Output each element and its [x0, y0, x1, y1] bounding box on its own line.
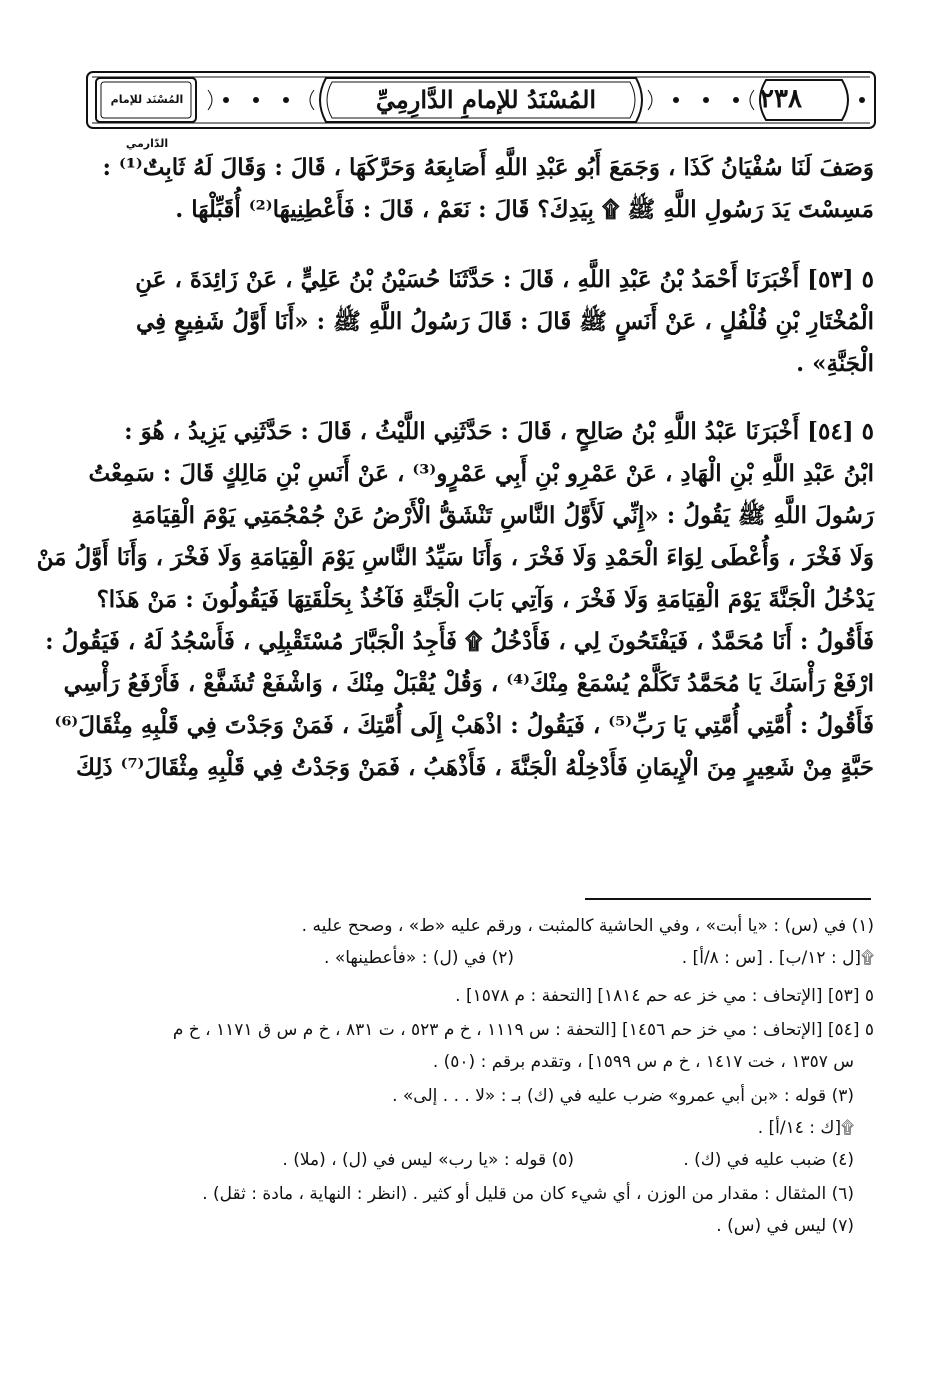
footnote-row	[84, 942, 874, 974]
text-line: فَأَقُولُ : أَنَا مُحَمَّدٌ ، فَيَفْتَحُونَ لِي ، فَأَدْخُلُ ۩ فَأَجِدُ الْجَبَّارَ مُسْتَقْبِلِي ، فَأَسْجُدُ لَهُ ، فَيَقُولُ :	[45, 628, 874, 655]
footnote-3: (٣) قوله : «بن أبي عمرو» ضرب عليه في (ك) بـ : «لا . . . إلى» .	[392, 1086, 854, 1106]
book-emblem: المُسْنَد للإمام الدّارمي	[110, 93, 184, 150]
page-header	[86, 70, 876, 150]
text-line: حَبَّةٍ مِنْ شَعِيرٍ مِنَ الْإِيمَانِ فَأَدْخِلْهُ الْجَنَّةَ ، فَأَذْهَبُ ، فَمَنْ وَجَدْتُ فِي قَلْبِهِ مِثْقَالَ⁽⁷⁾ ذَلِكَ	[75, 754, 874, 781]
running-title: المُسْنَدُ للإمامِ الدَّارِمِيِّ	[375, 85, 597, 114]
footnote-54: ٥ [٥٤] [الإتحاف : مي خز حم ١٤٥٦] [التحفة : س ١١١٩ ، خ م ٥٢٣ ، ت ٨٣١ ، خ م س ق ١١٧١ ، خ م	[172, 1020, 874, 1040]
text-line: يَدْخُلُ الْجَنَّةَ يَوْمَ الْقِيَامَةِ وَلَا فَخْرَ ، وَآتِي بَابَ الْجَنَّةِ فَآخُذُ بِحَلْقَتِهَا فَيَقُولُونَ : مَنْ هَذَا؟	[96, 586, 874, 613]
footnote-5: (٥) قوله : «يا رب» ليس في (ل) ، (ملا) .	[282, 1150, 574, 1170]
footnote-4: (٤) ضبب عليه في (ك) .	[683, 1150, 854, 1170]
text-line: ابْنُ عَبْدِ اللَّهِ بْنِ الْهَادِ ، عَنْ عَمْرِو بْنِ أَبِي عَمْرٍو⁽³⁾ ، عَنْ أَنَسِ بْنِ مَالِكٍ قَالَ : سَمِعْتُ	[88, 460, 874, 487]
hadith-54-line: ٥ [٥٤] أَخْبَرَنَا عَبْدُ اللَّهِ بْنُ صَالِحٍ ، قَالَ : حَدَّثَنِي اللَّيْثُ ، قَالَ : حَدَّثَنِي يَزِيدُ ، هُوَ :	[124, 418, 874, 445]
text-line: وَصَفَ لَنَا سُفْيَانُ كَذَا ، وَجَمَعَ أَبُو عَبْدِ اللَّهِ أَصَابِعَهُ وَحَرَّكَهَا ، قَالَ : وَقَالَ لَهُ ثَابِتٌ⁽¹⁾ :	[102, 154, 874, 181]
text-line: الْمُخْتَارِ بْنِ فُلْفُلٍ ، عَنْ أَنَسٍ ﷺ قَالَ : قَالَ رَسُولُ اللَّهِ ﷺ : «أَنَا أَوَّلُ شَفِيعٍ فِي	[136, 308, 874, 335]
text-line: وَلَا فَخْرَ ، وَأُعْطَى لِوَاءَ الْحَمْدِ وَلَا فَخْرَ ، وَأَنَا سَيِّدُ النَّاسِ يَوْمَ الْقِيَامَةِ وَلَا فَخْرَ ، وَأَنَا أَوَّلُ مَنْ	[36, 544, 874, 571]
text-line: ارْفَعْ رَأْسَكَ يَا مُحَمَّدُ تَكَلَّمْ يُسْمَعْ مِنْكَ⁽⁴⁾ ، وَقُلْ يُقْبَلْ مِنْكَ ، وَاشْفَعْ تُشَفَّعْ ، فَأَرْفَعُ رَأْسِي	[63, 670, 874, 697]
manuscript-reference: ۩[ل : ١٢/ب] . [س : ٨/أ] .	[681, 948, 874, 968]
footnote-53: ٥ [٥٣] [الإتحاف : مي خز عه حم ١٨١٤] [التحفة : م ١٥٧٨] .	[455, 986, 874, 1006]
hadith-53-line: ٥ [٥٣] أَخْبَرَنَا أَحْمَدُ بْنُ عَبْدِ اللَّهِ ، قَالَ : حَدَّثَنَا حُسَيْنُ بْنُ عَلِيٍّ ، عَنْ زَائِدَةَ ، عَنِ	[135, 266, 874, 293]
text-line: الْجَنَّةِ» .	[796, 350, 874, 377]
footnote-7: (٧) ليس في (س) .	[716, 1216, 854, 1236]
manuscript-reference: ۩[ك : ١٤/أ] .	[757, 1118, 854, 1138]
text-line: مَسِسْتَ يَدَ رَسُولِ اللَّهِ ﷺ ۩ بِيَدِكَ؟ قَالَ : نَعَمْ ، قَالَ : فَأَعْطِنِيهَا⁽²⁾ أُقَبِّلْهَا .	[175, 196, 874, 223]
text-line: رَسُولَ اللَّهِ ﷺ يَقُولُ : «إِنِّي لَأَوَّلُ النَّاسِ تَنْشَقُّ الْأَرْضُ عَنْ جُمْجُمَتِي يَوْمَ الْقِيَامَةِ	[131, 502, 874, 529]
footnote-54-continued: س ١٣٥٧ ، خت ١٤١٧ ، خ م س ١٥٩٩] ، وتقدم برقم : (٥٠) .	[432, 1052, 854, 1072]
footnote-6: (٦) المثقال : مقدار من الوزن ، أي شيء كان من قليل أو كثير . (انظر : النهاية ، مادة : ثقل) .	[202, 1184, 854, 1204]
footnote-2: (٢) في (ل) : «فأعطينها» .	[324, 948, 514, 968]
footnote-row	[84, 1144, 874, 1176]
text-line: فَأَقُولُ : أُمَّتِي أُمَّتِي يَا رَبِّ⁽⁵⁾ ، فَيَقُولُ : اذْهَبْ إِلَى أُمَّتِكَ ، فَمَنْ وَجَدْتَ فِي قَلْبِهِ مِثْقَالَ⁽⁶⁾	[54, 712, 874, 739]
footnote-divider	[585, 898, 871, 900]
page-number: ٢٣٨	[760, 84, 802, 114]
footnote-1: (١) في (س) : «يا أبت» ، وفي الحاشية كالمثبت ، ورقم عليه «ط» ، وصحح عليه .	[301, 916, 874, 936]
